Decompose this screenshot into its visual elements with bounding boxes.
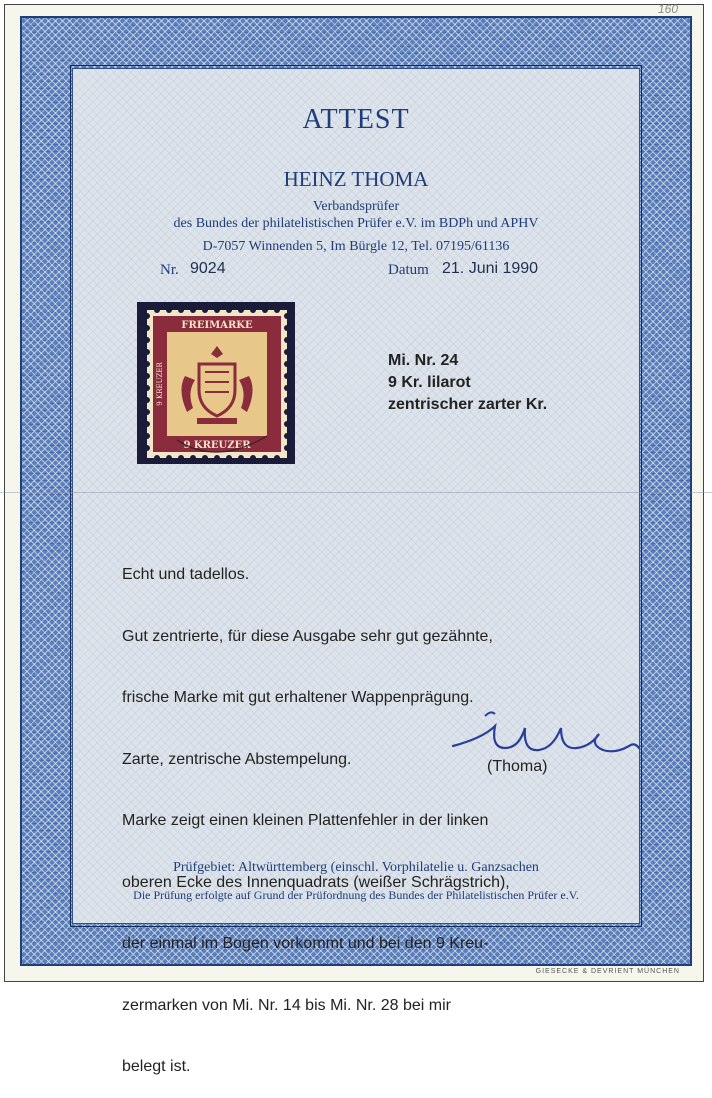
fold-line <box>0 492 712 493</box>
body-line: zermarken von Mi. Nr. 14 bis Mi. Nr. 28 bei mir <box>122 996 451 1014</box>
examination-scope: Prüfgebiet: Altwürttemberg (einschl. Vorphilatelie u. Ganzsachen <box>173 860 539 875</box>
stamp-side-text: 9 KREUZER <box>156 362 164 406</box>
association-line: des Bundes der philatelistischen Prüfer e.V. im BDPh und APHV <box>173 216 539 231</box>
body-line: Zarte, zentrische Abstempelung. <box>122 750 352 768</box>
handwritten-signature <box>445 706 665 762</box>
examiner-role: Verbandsprüfer <box>312 199 400 214</box>
signatory-name: (Thoma) <box>487 758 548 775</box>
stamp-bottom-text: 9 KREUZER <box>183 440 251 451</box>
certificate-title: ATTEST <box>302 104 410 135</box>
stamp-cancel-description: zentrischer zarter Kr. <box>388 396 548 413</box>
certificate-body <box>122 524 642 1098</box>
number-label: Nr. <box>160 262 179 278</box>
certificate-number: 9024 <box>190 260 226 277</box>
body-line: Echt und tadellos. <box>122 566 250 583</box>
body-line: der einmal im Bogen vorkommt und bei den 9 Kreu- <box>122 935 489 952</box>
stamp-value-color: 9 Kr. lilarot <box>388 374 471 391</box>
body-line: Gut zentrierte, für diese Ausgabe sehr gut gezähnte, <box>122 627 493 645</box>
stamp-catalog-number: Mi. Nr. 24 <box>388 352 459 369</box>
pencil-note: 160 <box>658 2 679 16</box>
certificate-date: 21. Juni 1990 <box>442 260 539 277</box>
body-line: Marke zeigt einen kleinen Plattenfehler in der linken <box>122 812 489 829</box>
examination-rules: Die Prüfung erfolgte auf Grund der Prüfordnung des Bundes der Philatelistischen Prüfer e.V. <box>133 888 579 902</box>
stamp-top-text: FREIMARKE <box>181 320 253 331</box>
date-label: Datum <box>388 262 429 278</box>
stamp-image <box>137 302 295 464</box>
address-line: D-7057 Winnenden 5, Im Bürgle 12, Tel. 07195/61136 <box>202 239 510 254</box>
body-line: oberen Ecke des Innenquadrats (weißer Schrägstrich), <box>122 873 510 891</box>
body-line: frische Marke mit gut erhaltener Wappenprägung. <box>122 689 474 706</box>
body-line: belegt ist. <box>122 1058 191 1075</box>
printer-imprint: GIESECKE & DEVRIENT MÜNCHEN <box>535 968 680 975</box>
examiner-name: HEINZ THOMA <box>283 167 429 191</box>
